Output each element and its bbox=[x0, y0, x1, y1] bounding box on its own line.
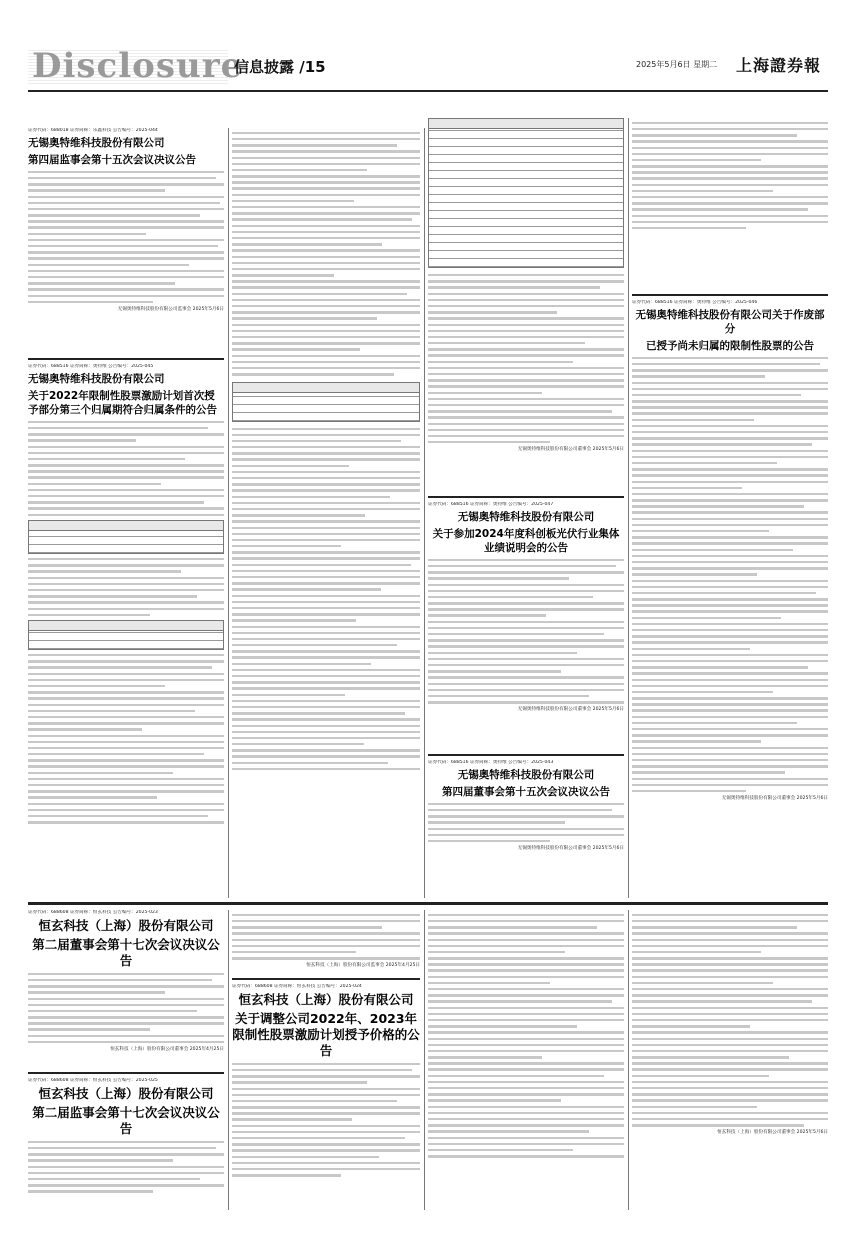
column-divider bbox=[228, 128, 229, 898]
column-divider bbox=[628, 910, 629, 1210]
bottom-column-3 bbox=[428, 910, 624, 1210]
notice-meta: 证券代码：688608 证券简称：恒玄科技 公告编号：2025-025 bbox=[28, 1078, 158, 1083]
notice-body bbox=[28, 421, 224, 516]
notice-table-3 bbox=[232, 382, 420, 422]
notice-signature: 无锡奥特维科技股份有限公司董事会 2025年5月6日 bbox=[721, 796, 828, 802]
notice-body bbox=[28, 171, 224, 303]
section-title: 信息披露 /15 bbox=[234, 58, 326, 76]
notice-body bbox=[632, 357, 828, 793]
divider bbox=[428, 754, 624, 756]
notice-title: 第二届董事会第十七次会议决议公告 bbox=[32, 937, 220, 968]
notice-signature: 无锡奥特维科技股份有限公司董事会 2025年5月6日 bbox=[517, 846, 624, 852]
notice-meta: 证券代码：688608 证券简称：恒玄科技 公告编号：2025-023 bbox=[28, 910, 158, 915]
notice-2 bbox=[28, 364, 224, 898]
notice-8-continuation-2 bbox=[632, 914, 828, 1127]
notice-2-continuation bbox=[232, 132, 420, 376]
bottom-column-2 bbox=[232, 910, 420, 1210]
notice-signature: 无锡奥特维科技股份有限公司监事会 2025年5月6日 bbox=[117, 306, 224, 312]
notice-body-cont-2 bbox=[28, 654, 224, 823]
notice-7-continuation bbox=[232, 914, 420, 960]
column-3 bbox=[428, 118, 624, 898]
header-rule bbox=[28, 90, 828, 92]
notice-meta: 证券代码：688608 证券简称：恒玄科技 公告编号：2025-024 bbox=[232, 984, 362, 989]
notice-8-continuation bbox=[428, 914, 624, 1158]
notice-table bbox=[28, 520, 224, 554]
notice-title: 第四届董事会第十五次会议决议公告 bbox=[442, 786, 610, 798]
bottom-column-4 bbox=[632, 910, 828, 1210]
notice-meta: 证券代码：688516 证券简称：奥特维 公告编号：2025-043 bbox=[428, 760, 554, 765]
notice-3 bbox=[428, 502, 624, 748]
notice-company: 无锡奥特维科技股份有限公司 bbox=[28, 137, 165, 149]
notice-meta: 证券代码：688018 证券简称：乐鑫科技 公告编号：2025-044 bbox=[28, 128, 158, 133]
notice-4 bbox=[632, 300, 828, 898]
divider bbox=[28, 1072, 224, 1074]
notice-signature: 无锡奥特维科技股份有限公司董事会 2025年5月6日 bbox=[517, 707, 624, 713]
notice-company: 恒玄科技（上海）股份有限公司 bbox=[38, 918, 214, 933]
notice-title: 关于参加2024年度科创板光伏行业集体业绩说明会的公告 bbox=[432, 528, 620, 554]
column-1 bbox=[28, 128, 224, 898]
divider bbox=[28, 358, 224, 360]
notice-title: 第四届监事会第十五次会议决议公告 bbox=[28, 154, 196, 166]
notice-signature: 恒玄科技（上海）股份有限公司监事会 2025年4月25日 bbox=[306, 963, 420, 969]
notice-body bbox=[28, 1141, 224, 1193]
brand-logo: Disclosure bbox=[32, 46, 244, 86]
column-divider bbox=[228, 910, 229, 1210]
notice-meta: 证券代码：688516 证券简称：奥特维 公告编号：2025-045 bbox=[28, 364, 154, 369]
notice-1 bbox=[28, 128, 224, 356]
notice-7 bbox=[28, 1078, 224, 1210]
notice-meta: 证券代码：688516 证券简称：奥特维 公告编号：2025-046 bbox=[632, 300, 758, 305]
notice-signature: 恒玄科技（上海）股份有限公司董事会 2025年4月25日 bbox=[110, 1047, 224, 1053]
column-2 bbox=[232, 128, 420, 898]
notice-2-continuation-3 bbox=[428, 274, 624, 443]
divider bbox=[632, 294, 828, 296]
notice-signature: 恒玄科技（上海）股份有限公司董事会 2025年5月6日 bbox=[717, 1130, 828, 1136]
notice-title: 关于2022年限制性股票激励计划首次授予部分第三个归属期符合归属条件的公告 bbox=[28, 390, 217, 416]
notice-company: 无锡奥特维科技股份有限公司 bbox=[28, 373, 165, 385]
notice-5 bbox=[428, 760, 624, 898]
data-table bbox=[428, 118, 624, 268]
column-divider bbox=[628, 118, 629, 898]
dateline: 2025年5月6日 星期二 bbox=[636, 60, 718, 69]
notice-table-2 bbox=[28, 620, 224, 650]
notice-company: 恒玄科技（上海）股份有限公司 bbox=[38, 1086, 214, 1101]
divider bbox=[428, 496, 624, 498]
notice-2-continuation-2 bbox=[232, 428, 420, 771]
notice-company: 无锡奥特维科技股份有限公司 bbox=[457, 511, 595, 523]
notice-body-cont bbox=[28, 558, 224, 616]
divider bbox=[232, 978, 420, 980]
notice-company: 恒玄科技（上海）股份有限公司 bbox=[238, 992, 414, 1007]
column-divider bbox=[424, 128, 425, 898]
notice-5-continuation bbox=[632, 122, 828, 230]
notice-6 bbox=[28, 910, 224, 1068]
notice-title: 第二届监事会第十七次会议决议公告 bbox=[32, 1105, 220, 1136]
notice-title: 关于调整公司2022年、2023年限制性股票激励计划授予价格的公告 bbox=[232, 1011, 420, 1058]
newspaper-name: 上海證券報 bbox=[736, 56, 822, 75]
notice-company: 无锡奥特维科技股份有限公司 bbox=[457, 769, 595, 781]
bottom-column-1 bbox=[28, 910, 224, 1210]
notice-signature: 无锡奥特维科技股份有限公司董事会 2025年5月6日 bbox=[517, 447, 624, 453]
notice-company: 无锡奥特维科技股份有限公司关于作废部分 bbox=[635, 309, 825, 335]
notice-body bbox=[28, 973, 224, 1043]
notice-8 bbox=[232, 984, 420, 1210]
page-header bbox=[28, 48, 828, 88]
notice-meta: 证券代码：688516 证券简称：奥特维 公告编号：2025-047 bbox=[428, 502, 554, 507]
notice-body bbox=[232, 1063, 420, 1177]
notice-title: 已授予尚未归属的限制性股票的公告 bbox=[646, 340, 814, 352]
notice-body bbox=[428, 559, 624, 704]
half-divider bbox=[28, 902, 828, 905]
column-divider bbox=[424, 910, 425, 1210]
column-4 bbox=[632, 118, 828, 898]
notice-body bbox=[428, 803, 624, 843]
